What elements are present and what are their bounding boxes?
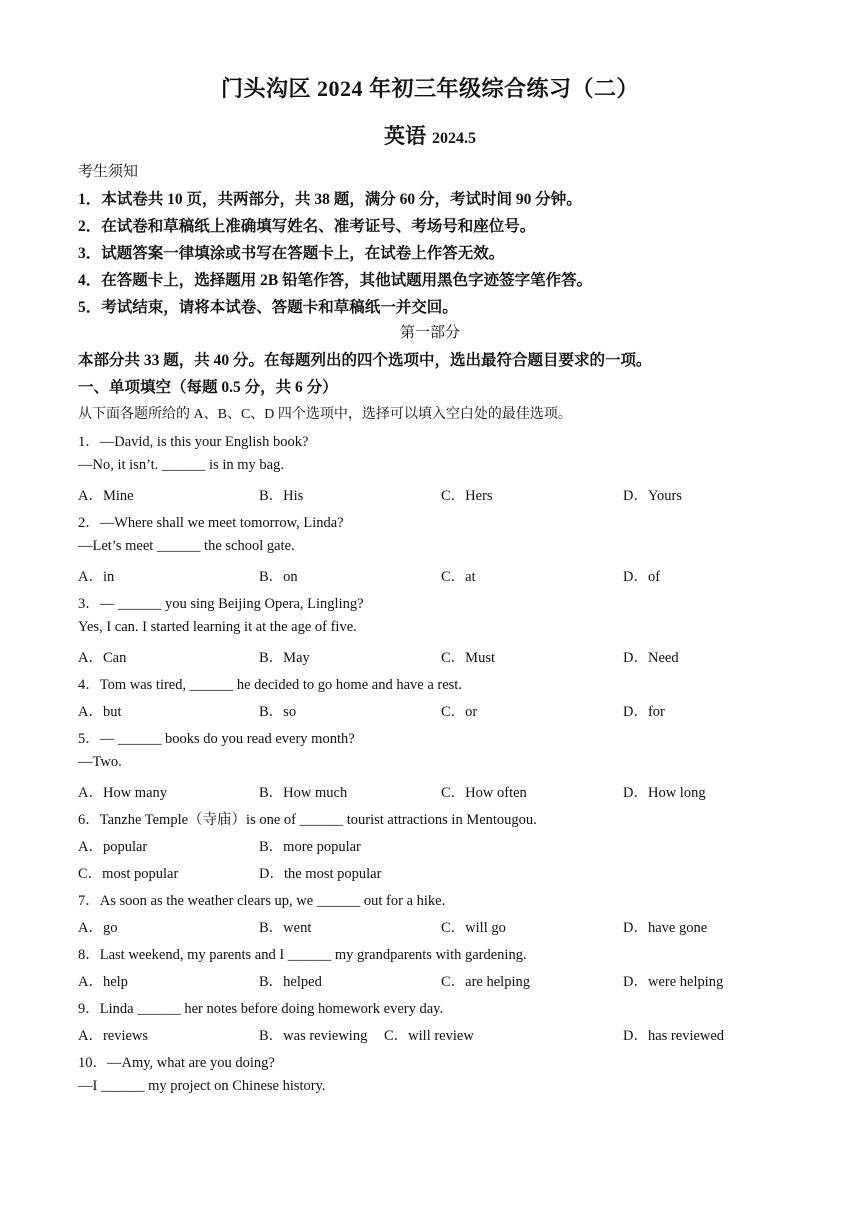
question-stem: —No, it isn’t. ______ is in my bag. — [78, 457, 284, 473]
option-b: B．His — [259, 488, 304, 504]
option-d: D．for — [623, 704, 665, 720]
question-stem: 9．Linda ______ her notes before doing homework every day. — [78, 1001, 444, 1017]
option-c: C．How often — [441, 785, 527, 801]
option-a: A．go — [78, 920, 118, 936]
option-b: B．How much — [259, 785, 348, 801]
option-d: D．have gone — [623, 920, 708, 936]
option-a: A．reviews — [78, 1028, 149, 1044]
section-instruction: 从下面各题所给的 A、B、C、D 四个选项中，选择可以填入空白处的最佳选项。 — [78, 407, 572, 422]
option-c: C．at — [441, 569, 476, 585]
notice-item-1: 1．本试卷共 10 页，共两部分，共 38 题，满分 60 分，考试时间 90 分钟。 — [78, 191, 582, 208]
option-c: C．most popular — [78, 866, 179, 882]
question-stem: Yes, I can. I started learning it at the age of five. — [78, 619, 357, 635]
option-c: C．Hers — [441, 488, 493, 504]
part-intro: 本部分共 33 题，共 40 分。在每题列出的四个选项中，选出最符合题目要求的一项。 — [78, 352, 652, 369]
option-b: B．so — [259, 704, 297, 720]
exam-title: 门头沟区 2024 年初三年级综合练习（二） — [220, 76, 639, 101]
notice-item-2: 2．在试卷和草稿纸上准确填写姓名、准考证号、考场号和座位号。 — [78, 218, 536, 235]
option-d: D．of — [623, 569, 661, 585]
question-stem: 6．Tanzhe Temple（寺庙）is one of ______ tourist attractions in Mentougou. — [78, 812, 537, 828]
option-a: A．How many — [78, 785, 168, 801]
question-stem: —Let’s meet ______ the school gate. — [78, 538, 295, 554]
option-b: B．went — [259, 920, 312, 936]
option-a: A．popular — [78, 839, 148, 855]
option-b: B．on — [259, 569, 298, 585]
option-d: D．the most popular — [259, 866, 382, 882]
option-c: C．will go — [441, 920, 506, 936]
notice-item-5: 5．考试结束，请将本试卷、答题卡和草稿纸一并交回。 — [78, 299, 458, 316]
notice-item-3: 3．试题答案一律填涂或书写在答题卡上，在试卷上作答无效。 — [78, 245, 505, 262]
notice-item-4: 4．在答题卡上，选择题用 2B 铅笔作答，其他试题用黑色字迹签字笔作答。 — [78, 272, 593, 289]
exam-subtitle — [0, 120, 860, 150]
question-stem: —I ______ my project on Chinese history. — [78, 1078, 326, 1094]
option-d: D．How long — [623, 785, 706, 801]
option-a: A．Mine — [78, 488, 134, 504]
question-stem: 5．— ______ books do you read every month? — [78, 731, 355, 747]
part-title: 第一部分 — [399, 325, 460, 341]
option-b: B．helped — [259, 974, 322, 990]
option-a: A．in — [78, 569, 115, 585]
option-c: C．or — [441, 704, 478, 720]
question-stem: 8．Last weekend, my parents and I ______ my grandparents with gardening. — [78, 947, 527, 963]
question-stem: —Two. — [78, 754, 122, 770]
option-a: A．but — [78, 704, 122, 720]
option-c: C．are helping — [441, 974, 530, 990]
option-d: D．Need — [623, 650, 679, 666]
option-b: B．was reviewing — [259, 1028, 368, 1044]
question-stem: 2．—Where shall we meet tomorrow, Linda? — [78, 515, 344, 531]
question-stem: 10．—Amy, what are you doing? — [78, 1055, 275, 1071]
question-stem: 7．As soon as the weather clears up, we ______ out for a hike. — [78, 893, 446, 909]
question-stem: 3．— ______ you sing Beijing Opera, Lingling? — [78, 596, 364, 612]
option-c: C．Must — [441, 650, 495, 666]
option-b: B．May — [259, 650, 310, 666]
option-d: D．were helping — [623, 974, 724, 990]
option-b: B．more popular — [259, 839, 361, 855]
question-stem: 4．Tom was tired, ______ he decided to go home and have a rest. — [78, 677, 462, 693]
exam-date: 2024.5 — [432, 130, 476, 147]
option-a: A．help — [78, 974, 128, 990]
option-a: A．Can — [78, 650, 127, 666]
subject-label: 英语 — [384, 124, 426, 148]
question-stem: 1．—David, is this your English book? — [78, 434, 309, 450]
option-d: D．has reviewed — [623, 1028, 725, 1044]
option-c: C．will review — [384, 1028, 474, 1044]
notice-heading: 考生须知 — [78, 164, 139, 180]
section-title: 一、单项填空（每题 0.5 分，共 6 分） — [78, 379, 338, 396]
option-d: D．Yours — [623, 488, 682, 504]
